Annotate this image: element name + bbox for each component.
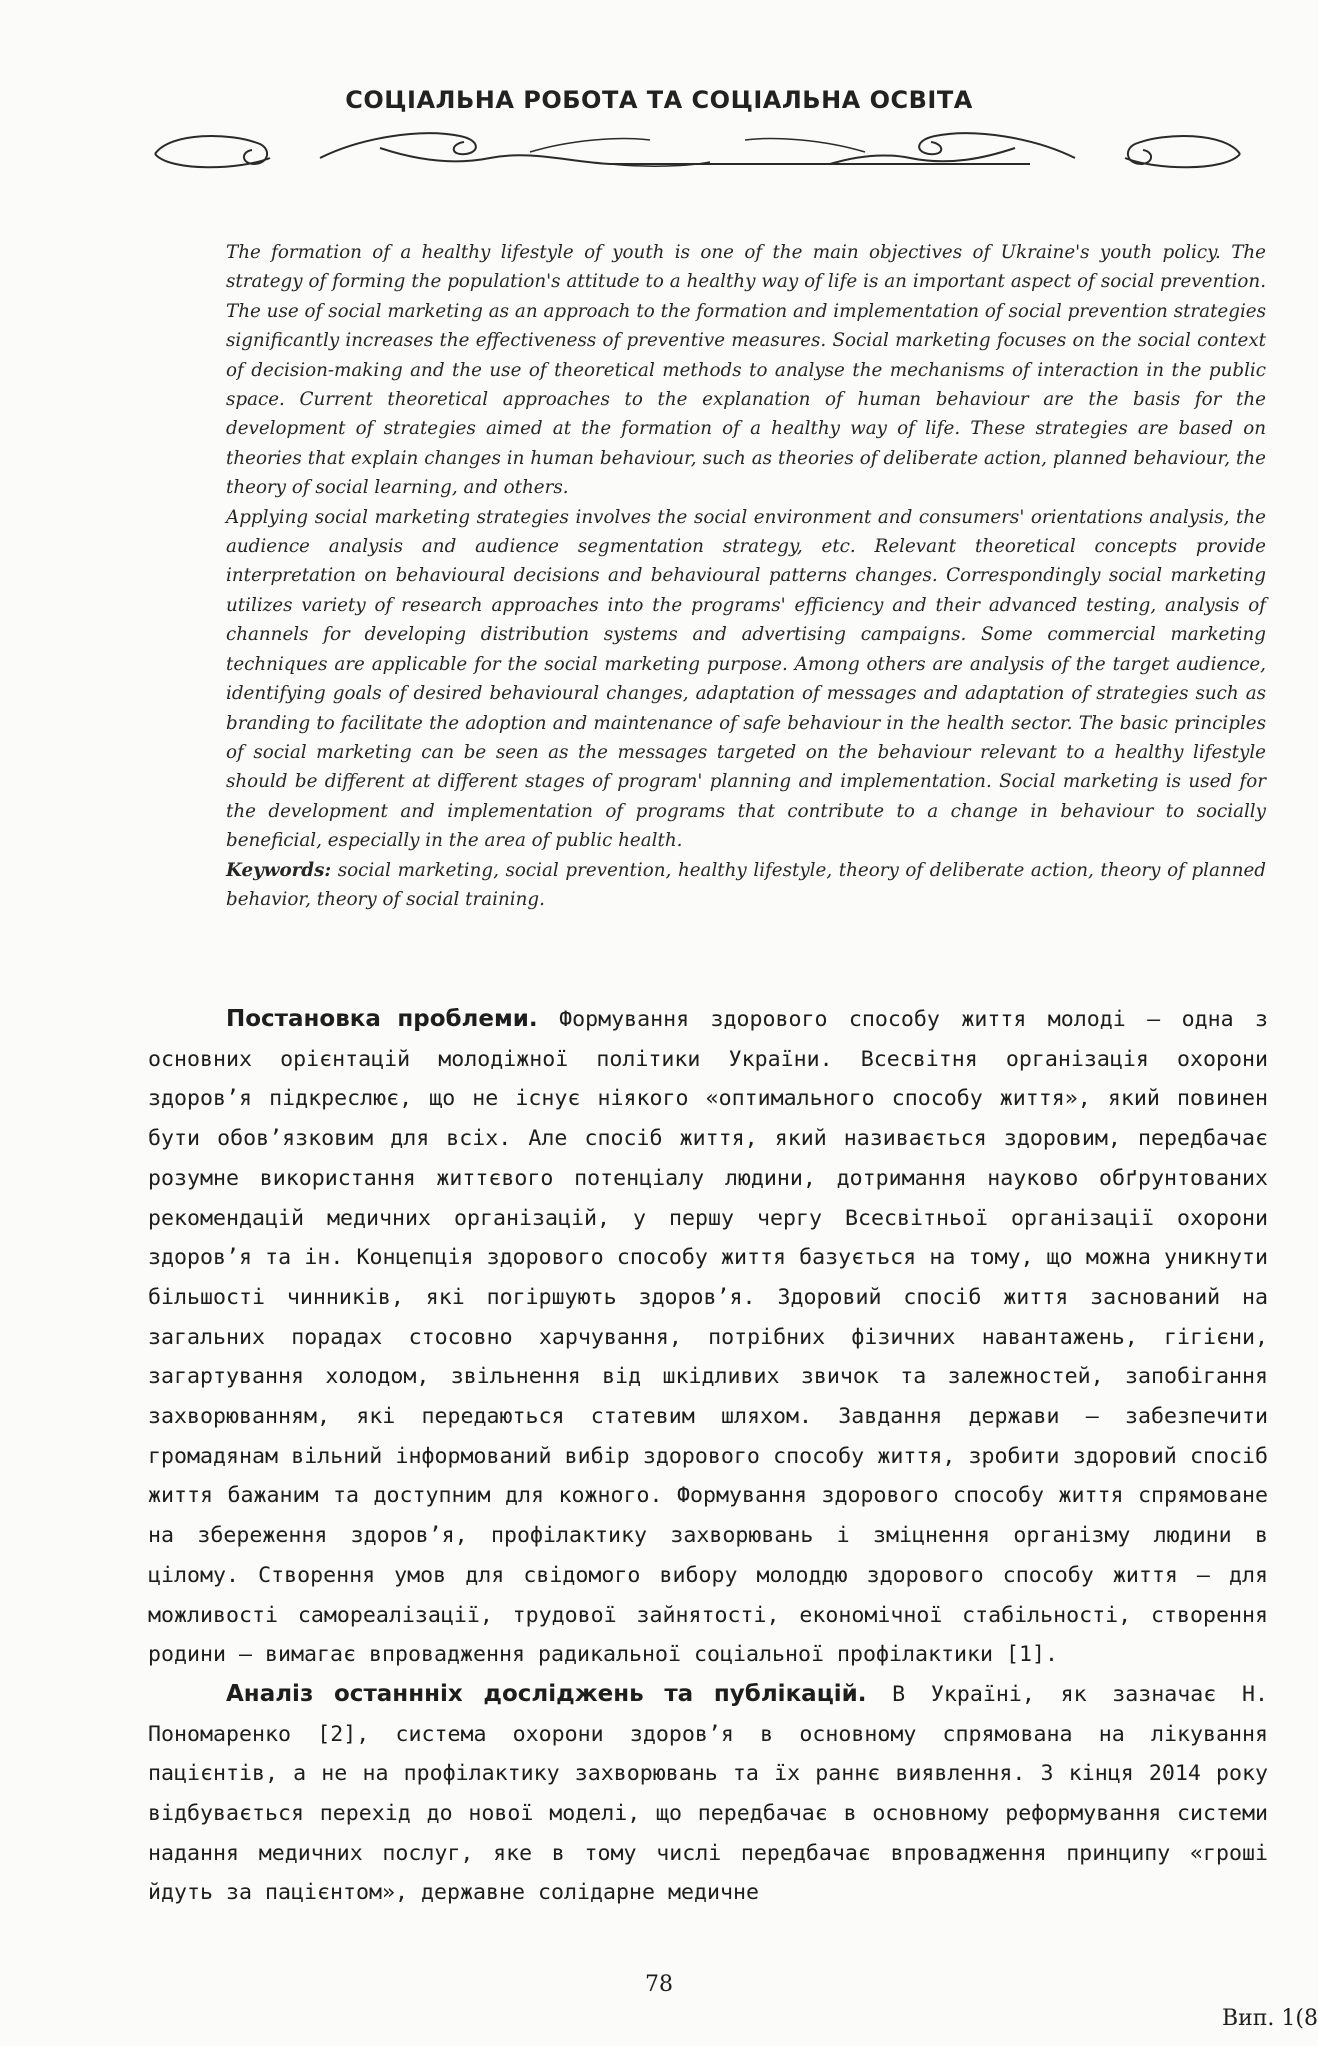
page-number: 78 bbox=[645, 1972, 673, 1997]
section-text-problem: Формування здорового способу життя молоді – одна з основних орієнтацій молодіжної політики України. Всесвітня організація охорони здоров’я підкреслює, що не існує ніякого «оптимального способу життя», який повинен бути обов’язковим для всіх. Але спосіб життя, який називається здоровим, передбачає розумне використання життєвого потенціалу людини, дотримання науково обґрунтованих рекомендацій медичних організацій, у першу чергу Всесвітньої організації охорони здоров’я та ін. Концепція здорового способу життя базується на тому, що можна уникнути більшості чинників, які погіршують здоров’я. Здоровий спосіб життя заснований на загальних порадах стосовно харчування, потрібних фізичних навантажень, гігієни, загартування холодом, звільнення від шкідливих звичок та залежностей, запобігання захворюванням, які передаються статевим шляхом. Завдання держави – забезпечити громадянам вільний інформований вибір здорового способу життя, зробити здоровий спосіб життя бажаним та доступним для кожного. Формування здорового способу життя спрямоване на збереження здоров’я, профілактику захворювань і зміцнення організму людини в цілому. Створення умов для свідомого вибору молоддю здорового способу життя – для можливості самореалізації, трудової зайнятості, економічної стабільності, створення родини – вимагає впровадження радикальної соціальної профілактики [1]. bbox=[148, 1007, 1269, 1668]
section-literature-review bbox=[148, 1675, 1268, 1913]
keywords-label: Keywords: bbox=[226, 859, 332, 881]
abstract-paragraph-2: Applying social marketing strategies involves the social environment and consumers' orientations analysis, the audience analysis and audience segmentation strategy, etc. Relevant theoretical concepts provide interpretation on behavioural decisions and behavioural patterns changes. Correspondingly social marketing utilizes variety of research approaches into the programs' efficiency and their advanced testing, analysis of channels for developing distribution systems and advertising campaigns. Some commercial marketing techniques are applicable for the social marketing purpose. Among others are analysis of the target audience, identifying goals of desired behavioural changes, adaptation of messages and adaptation of strategies such as branding to facilitate the adoption and maintenance of safe behaviour in the health sector. The basic principles of social marketing can be seen as the messages targeted on the behaviour relevant to a healthy lifestyle should be different at different stages of program' planning and implementation. Social marketing is used for the development and implementation of programs that contribute to a change in behaviour to socially beneficial, especially in the area of public health. bbox=[226, 506, 1266, 852]
issue-number: Вип. 1(8 bbox=[1221, 2006, 1318, 2031]
journal-section-title: СОЦІАЛЬНА РОБОТА ТА СОЦІАЛЬНА ОСВІТА bbox=[345, 86, 973, 114]
keywords-line bbox=[226, 856, 1266, 915]
keywords-list: social marketing, social prevention, healthy lifestyle, theory of deliberate action, theory of planned behavior, theory of social training. bbox=[226, 859, 1266, 910]
section-text-analysis: В Україні, як зазначає Н. Пономаренко [2], система охорони здоров’я в основному спрямована на лікування пацієнтів, а не на профілактику захворювань та їх раннє виявлення. З кінця 2014 року відбувається перехід до нової моделі, що передбачає в основному реформування системи надання медичних послуг, яке в тому числі передбачає впровадження принципу «гроші йдуть за пацієнтом», державне солідарне медичне bbox=[148, 1681, 1268, 1906]
header-ornament bbox=[150, 118, 1245, 178]
article-body bbox=[148, 1000, 1268, 1913]
abstract-block bbox=[226, 238, 1266, 914]
abstract-paragraph-1: The formation of a healthy lifestyle of youth is one of the main objectives of Ukraine's youth policy. The strategy of forming the population's attitude to a healthy way of life is an important aspect of social prevention. The use of social marketing as an approach to the formation and implementation of social prevention strategies significantly increases the effectiveness of preventive measures. Social marketing focuses on the social context of decision-making and the use of theoretical methods to analyse the mechanisms of interaction in the public space. Current theoretical approaches to the explanation of human behaviour are the basis for the development of strategies aimed at the formation of a healthy way of life. These strategies are based on theories that explain changes in human behaviour, such as theories of deliberate action, planned behaviour, the theory of social learning, and others. bbox=[226, 242, 1266, 499]
section-heading-analysis: Аналіз останнніх досліджень та публікацій. bbox=[226, 1680, 867, 1707]
section-heading-problem: Постановка проблеми. bbox=[226, 1006, 538, 1032]
section-problem-statement bbox=[148, 1000, 1268, 1675]
